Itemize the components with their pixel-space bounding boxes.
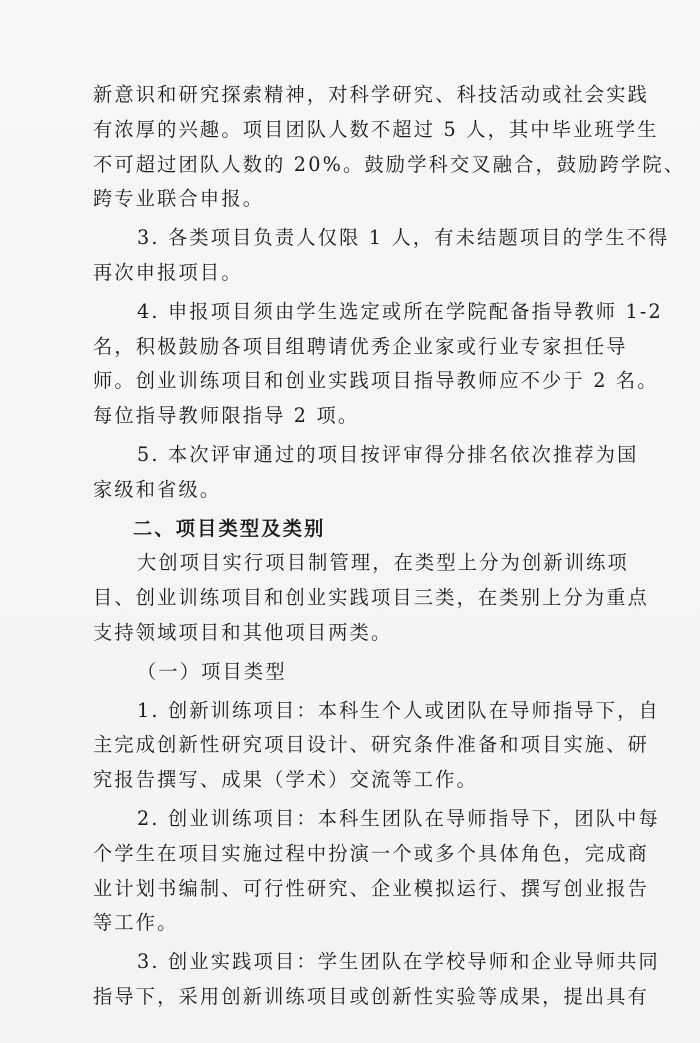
document-body	[93, 78, 686, 1015]
text-line: 支持领域项目和其他项目两类。	[93, 620, 393, 644]
text-line: 再次申报项目。	[93, 260, 243, 284]
text-line: 不可超过团队人数的 20%。鼓励学科交叉融合，鼓励跨学院、	[93, 152, 686, 176]
text-line: 3. 各类项目负责人仅限 1 人，有未结题项目的学生不得	[137, 226, 670, 250]
text-line: 等工作。	[93, 911, 179, 935]
text-line: 名，积极鼓励各项目组聘请优秀企业家或行业专家担任导	[93, 334, 628, 358]
text-line: 1. 创新训练项目：本科生个人或团队在导师指导下，自	[137, 698, 660, 722]
text-line: 指导下，采用创新训练项目或创新性实验等成果，提出具有	[93, 984, 650, 1008]
text-line: 主完成创新性研究项目设计、研究条件准备和项目实施、研	[93, 733, 650, 757]
text-line: 新意识和研究探索精神，对科学研究、科技活动或社会实践	[93, 83, 650, 106]
section-heading: 二、项目类型及类别	[133, 516, 326, 540]
text-line: 4. 申报项目须由学生选定或所在学院配备指导教师 1-2	[137, 299, 663, 323]
text-line: 家级和省级。	[93, 477, 222, 501]
text-line: 跨专业联合申报。	[93, 187, 265, 211]
text-line: 目、创业训练项目和创业实践项目三类，在类别上分为重点	[93, 586, 650, 610]
text-line: 究报告撰写、成果（学术）交流等工作。	[93, 768, 478, 792]
text-line: 5. 本次评审通过的项目按评审得分排名依次推荐为国	[137, 442, 639, 466]
subsection-heading: （一）项目类型	[137, 659, 287, 683]
text-line: 个学生在项目实施过程中扮演一个或多个具体角色，完成商	[93, 841, 650, 865]
text-line: 大创项目实行项目制管理，在类型上分为创新训练项	[137, 551, 629, 575]
text-line: 每位指导教师限指导 2 项。	[93, 404, 360, 428]
text-line: 2. 创业训练项目：本科生团队在导师指导下，团队中每	[137, 806, 660, 830]
text-line: 业计划书编制、可行性研究、企业模拟运行、撰写创业报告	[93, 876, 650, 900]
text-line: 师。创业训练项目和创业实践项目指导教师应不少于 2 名。	[93, 369, 659, 393]
text-line: 3. 创业实践项目：学生团队在学校导师和企业导师共同	[137, 950, 660, 974]
text-line: 有浓厚的兴趣。项目团队人数不超过 5 人，其中毕业班学生	[93, 117, 659, 141]
